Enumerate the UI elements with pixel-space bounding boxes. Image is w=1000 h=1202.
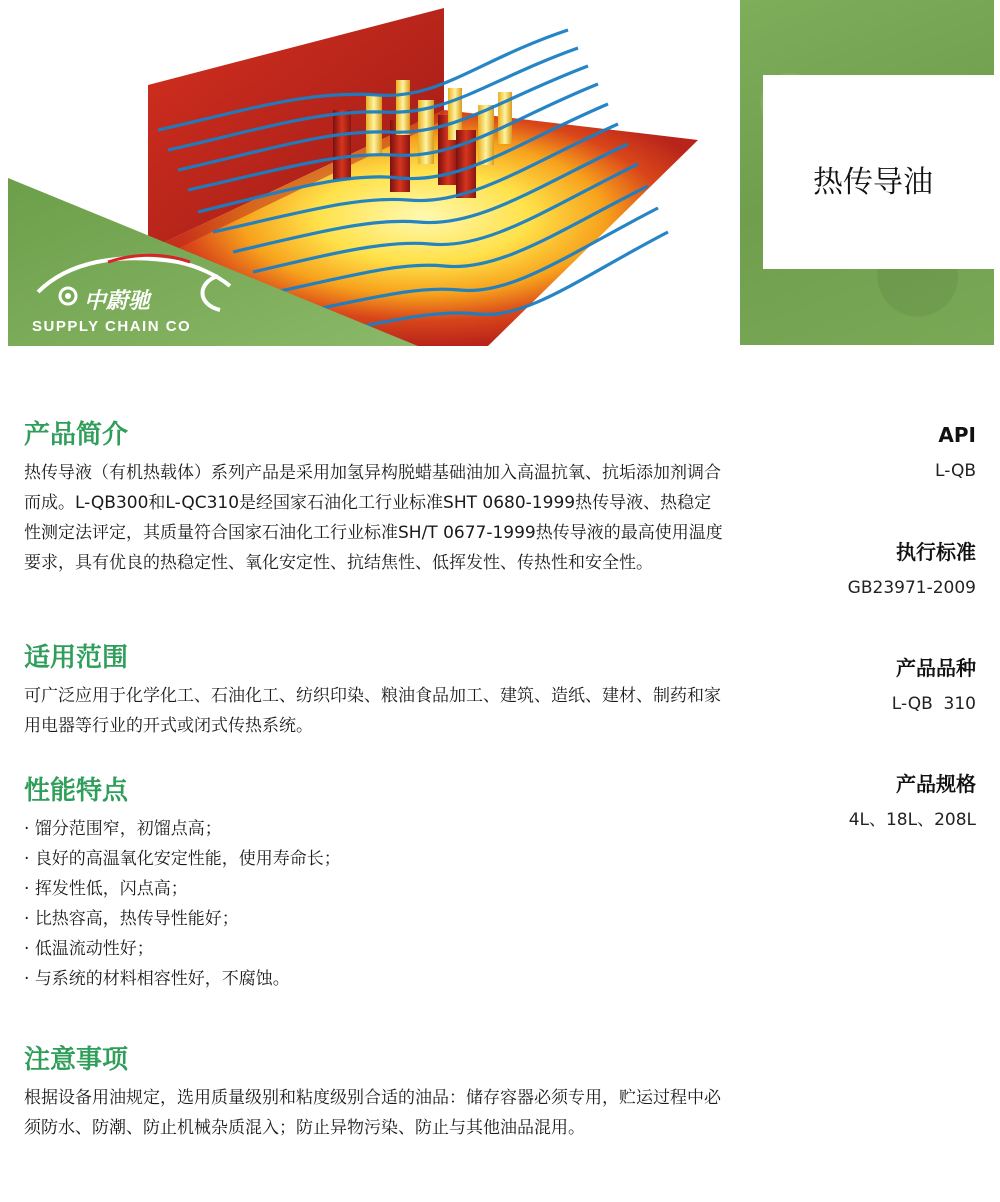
list-item: · 良好的高温氧化安定性能，使用寿命长； <box>24 844 724 874</box>
list-item: · 馏分范围窄，初馏点高； <box>24 814 724 844</box>
list-item: · 低温流动性好； <box>24 934 724 964</box>
section-text: 热传导液（有机热载体）系列产品是采用加氢异构脱蜡基础油加入高温抗氧、抗垢添加剂调合而成。L-QB300和L-QC310是经国家石油化工行业标准SHT 0680-1999热传导液、热稳定性测定法评定，其质量符合国家石油化工行业标准SH/T 0677-1999热传导液的最高使用温度要求，具有优良的热稳定性、氧化安定性、抗结焦性、低挥发性、传热性和安全性。 <box>24 463 723 573</box>
section-notes <box>24 1043 724 1143</box>
spec-label: 执行标准 <box>896 540 976 564</box>
spec-standard <box>756 538 976 600</box>
section-text: 根据设备用油规定，选用质量级别和粘度级别合适的油品：储存容器必须专用，贮运过程中必须防水、防潮、防止机械杂质混入；防止异物污染、防止与其他油品混用。 <box>24 1088 721 1138</box>
section-heading: 注意事项 <box>24 1045 129 1075</box>
section-heading: 产品简介 <box>24 420 129 450</box>
list-item: · 与系统的材料相容性好，不腐蚀。 <box>24 964 724 994</box>
feature-list <box>24 814 724 994</box>
spec-value: 4L、18L、208L <box>848 810 976 830</box>
product-title: 热传导油 <box>813 165 933 200</box>
spec-label: 产品品种 <box>896 656 976 680</box>
section-scope <box>24 641 724 741</box>
spec-label: 产品规格 <box>896 772 976 796</box>
section-heading: 适用范围 <box>24 643 129 673</box>
section-heading: 性能特点 <box>24 776 129 806</box>
list-item: · 比热容高，热传导性能好； <box>24 904 724 934</box>
spec-packaging <box>756 770 976 832</box>
title-card <box>763 75 994 269</box>
spec-label: API <box>938 423 976 447</box>
section-intro <box>24 418 724 578</box>
section-features <box>24 774 724 994</box>
list-item: · 挥发性低，闪点高； <box>24 874 724 904</box>
spec-value: GB23971-2009 <box>847 578 976 598</box>
spec-value: L-QB 310 <box>891 694 976 714</box>
section-text: 可广泛应用于化学化工、石油化工、纺织印染、粮油食品加工、建筑、造纸、建材、制药和家用电器等行业的开式或闭式传热系统。 <box>24 686 721 736</box>
hero-image <box>8 0 728 346</box>
brand-name-cn: 中蔚驰 <box>84 289 151 314</box>
spec-value: L-QB <box>935 461 976 481</box>
brand-name-en: SUPPLY CHAIN CO <box>32 318 192 335</box>
spec-api <box>756 421 976 483</box>
spec-variety <box>756 654 976 716</box>
